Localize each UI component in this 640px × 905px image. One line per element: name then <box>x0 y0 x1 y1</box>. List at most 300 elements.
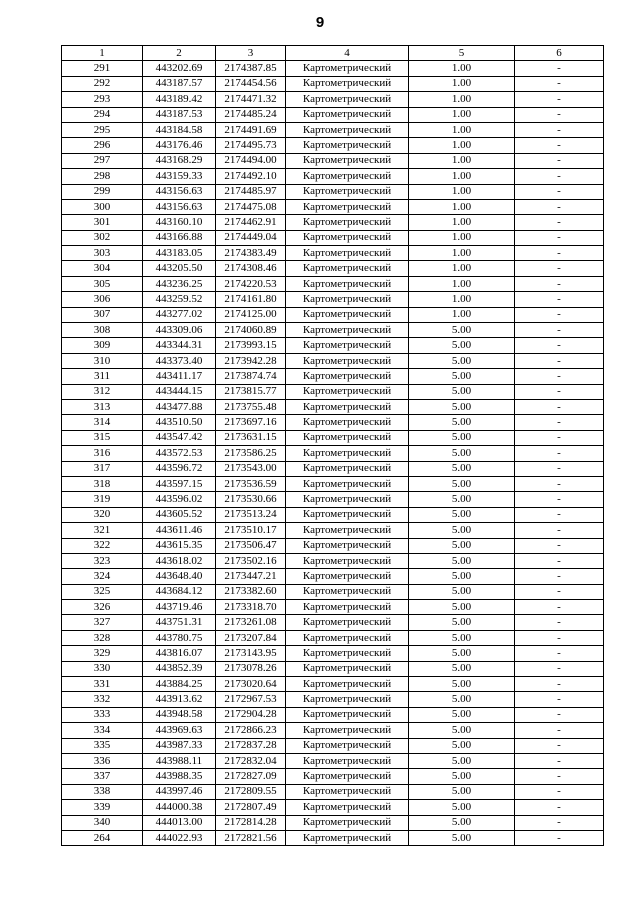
point-number-cell: 300 <box>62 199 143 214</box>
table-row <box>62 753 604 768</box>
method-cell: Картометрический <box>286 815 409 830</box>
method-cell: Картометрический <box>286 538 409 553</box>
x-coordinate-cell: 443205.50 <box>143 261 216 276</box>
table-row <box>62 215 604 230</box>
x-coordinate-cell: 443187.53 <box>143 107 216 122</box>
accuracy-cell: 1.00 <box>409 184 515 199</box>
x-coordinate-cell: 443572.53 <box>143 446 216 461</box>
x-coordinate-cell: 443611.46 <box>143 523 216 538</box>
y-coordinate-cell: 2172809.55 <box>216 784 286 799</box>
description-cell: - <box>515 138 604 153</box>
description-cell: - <box>515 384 604 399</box>
x-coordinate-cell: 443202.69 <box>143 61 216 76</box>
y-coordinate-cell: 2174454.56 <box>216 76 286 91</box>
y-coordinate-cell: 2173993.15 <box>216 338 286 353</box>
y-coordinate-cell: 2173543.00 <box>216 461 286 476</box>
description-cell: - <box>515 815 604 830</box>
table-row <box>62 569 604 584</box>
y-coordinate-cell: 2172967.53 <box>216 692 286 707</box>
method-cell: Картометрический <box>286 553 409 568</box>
point-number-cell: 312 <box>62 384 143 399</box>
x-coordinate-cell: 444022.93 <box>143 830 216 845</box>
x-coordinate-cell: 443615.35 <box>143 538 216 553</box>
point-number-cell: 303 <box>62 246 143 261</box>
description-cell: - <box>515 199 604 214</box>
x-coordinate-cell: 443168.29 <box>143 153 216 168</box>
y-coordinate-cell: 2172832.04 <box>216 753 286 768</box>
y-coordinate-cell: 2174495.73 <box>216 138 286 153</box>
column-header: 3 <box>216 46 286 61</box>
accuracy-cell: 5.00 <box>409 815 515 830</box>
method-cell: Картометрический <box>286 830 409 845</box>
accuracy-cell: 5.00 <box>409 430 515 445</box>
x-coordinate-cell: 443444.15 <box>143 384 216 399</box>
table-row <box>62 461 604 476</box>
x-coordinate-cell: 443605.52 <box>143 507 216 522</box>
method-cell: Картометрический <box>286 600 409 615</box>
accuracy-cell: 5.00 <box>409 784 515 799</box>
y-coordinate-cell: 2174220.53 <box>216 276 286 291</box>
method-cell: Картометрический <box>286 61 409 76</box>
point-number-cell: 291 <box>62 61 143 76</box>
point-number-cell: 332 <box>62 692 143 707</box>
table-row <box>62 92 604 107</box>
accuracy-cell: 5.00 <box>409 753 515 768</box>
description-cell: - <box>515 784 604 799</box>
y-coordinate-cell: 2174485.97 <box>216 184 286 199</box>
accuracy-cell: 1.00 <box>409 92 515 107</box>
table-row <box>62 430 604 445</box>
y-coordinate-cell: 2173697.16 <box>216 415 286 430</box>
description-cell: - <box>515 476 604 491</box>
accuracy-cell: 1.00 <box>409 122 515 137</box>
method-cell: Картометрический <box>286 569 409 584</box>
y-coordinate-cell: 2173207.84 <box>216 630 286 645</box>
description-cell: - <box>515 461 604 476</box>
table-row <box>62 784 604 799</box>
table-row <box>62 600 604 615</box>
description-cell: - <box>515 76 604 91</box>
method-cell: Картометрический <box>286 384 409 399</box>
accuracy-cell: 1.00 <box>409 276 515 291</box>
table-row <box>62 815 604 830</box>
point-number-cell: 322 <box>62 538 143 553</box>
x-coordinate-cell: 443189.42 <box>143 92 216 107</box>
description-cell: - <box>515 430 604 445</box>
description-cell: - <box>515 184 604 199</box>
method-cell: Картометрический <box>286 76 409 91</box>
description-cell: - <box>515 492 604 507</box>
y-coordinate-cell: 2173447.21 <box>216 569 286 584</box>
point-number-cell: 327 <box>62 615 143 630</box>
table-row <box>62 738 604 753</box>
method-cell: Картометрический <box>286 107 409 122</box>
point-number-cell: 299 <box>62 184 143 199</box>
table-row <box>62 769 604 784</box>
column-header: 1 <box>62 46 143 61</box>
x-coordinate-cell: 443596.02 <box>143 492 216 507</box>
description-cell: - <box>515 830 604 845</box>
x-coordinate-cell: 443166.88 <box>143 230 216 245</box>
x-coordinate-cell: 443751.31 <box>143 615 216 630</box>
y-coordinate-cell: 2172814.28 <box>216 815 286 830</box>
description-cell: - <box>515 153 604 168</box>
x-coordinate-cell: 443183.05 <box>143 246 216 261</box>
description-cell: - <box>515 677 604 692</box>
y-coordinate-cell: 2174491.69 <box>216 122 286 137</box>
table-row <box>62 184 604 199</box>
y-coordinate-cell: 2174494.00 <box>216 153 286 168</box>
y-coordinate-cell: 2174462.91 <box>216 215 286 230</box>
x-coordinate-cell: 444013.00 <box>143 815 216 830</box>
x-coordinate-cell: 443547.42 <box>143 430 216 445</box>
y-coordinate-cell: 2174383.49 <box>216 246 286 261</box>
point-number-cell: 337 <box>62 769 143 784</box>
point-number-cell: 305 <box>62 276 143 291</box>
table-row <box>62 76 604 91</box>
point-number-cell: 309 <box>62 338 143 353</box>
accuracy-cell: 5.00 <box>409 738 515 753</box>
method-cell: Картометрический <box>286 230 409 245</box>
point-number-cell: 328 <box>62 630 143 645</box>
method-cell: Картометрический <box>286 507 409 522</box>
method-cell: Картометрический <box>286 276 409 291</box>
accuracy-cell: 5.00 <box>409 584 515 599</box>
table-row <box>62 199 604 214</box>
point-number-cell: 292 <box>62 76 143 91</box>
point-number-cell: 340 <box>62 815 143 830</box>
table-row <box>62 169 604 184</box>
accuracy-cell: 5.00 <box>409 384 515 399</box>
description-cell: - <box>515 507 604 522</box>
accuracy-cell: 5.00 <box>409 369 515 384</box>
table-row <box>62 800 604 815</box>
method-cell: Картометрический <box>286 246 409 261</box>
accuracy-cell: 5.00 <box>409 646 515 661</box>
x-coordinate-cell: 443156.63 <box>143 184 216 199</box>
x-coordinate-cell: 443187.57 <box>143 76 216 91</box>
y-coordinate-cell: 2172827.09 <box>216 769 286 784</box>
x-coordinate-cell: 443236.25 <box>143 276 216 291</box>
description-cell: - <box>515 169 604 184</box>
x-coordinate-cell: 443988.35 <box>143 769 216 784</box>
description-cell: - <box>515 553 604 568</box>
x-coordinate-cell: 443719.46 <box>143 600 216 615</box>
accuracy-cell: 5.00 <box>409 446 515 461</box>
point-number-cell: 315 <box>62 430 143 445</box>
point-number-cell: 296 <box>62 138 143 153</box>
description-cell: - <box>515 230 604 245</box>
description-cell: - <box>515 707 604 722</box>
method-cell: Картометрический <box>286 769 409 784</box>
accuracy-cell: 1.00 <box>409 76 515 91</box>
accuracy-cell: 1.00 <box>409 61 515 76</box>
method-cell: Картометрический <box>286 707 409 722</box>
point-number-cell: 320 <box>62 507 143 522</box>
y-coordinate-cell: 2173502.16 <box>216 553 286 568</box>
accuracy-cell: 5.00 <box>409 353 515 368</box>
accuracy-cell: 5.00 <box>409 492 515 507</box>
point-number-cell: 324 <box>62 569 143 584</box>
x-coordinate-cell: 443277.02 <box>143 307 216 322</box>
description-cell: - <box>515 323 604 338</box>
column-header: 5 <box>409 46 515 61</box>
table-row <box>62 723 604 738</box>
method-cell: Картометрический <box>286 677 409 692</box>
description-cell: - <box>515 569 604 584</box>
point-number-cell: 339 <box>62 800 143 815</box>
accuracy-cell: 5.00 <box>409 707 515 722</box>
page-number: 9 <box>315 14 325 31</box>
method-cell: Картометрический <box>286 630 409 645</box>
y-coordinate-cell: 2174125.00 <box>216 307 286 322</box>
accuracy-cell: 5.00 <box>409 399 515 414</box>
point-number-cell: 295 <box>62 122 143 137</box>
table-row <box>62 323 604 338</box>
accuracy-cell: 5.00 <box>409 507 515 522</box>
y-coordinate-cell: 2172821.56 <box>216 830 286 845</box>
method-cell: Картометрический <box>286 784 409 799</box>
y-coordinate-cell: 2172837.28 <box>216 738 286 753</box>
x-coordinate-cell: 443156.63 <box>143 199 216 214</box>
point-number-cell: 318 <box>62 476 143 491</box>
x-coordinate-cell: 443618.02 <box>143 553 216 568</box>
x-coordinate-cell: 443816.07 <box>143 646 216 661</box>
method-cell: Картометрический <box>286 323 409 338</box>
method-cell: Картометрический <box>286 369 409 384</box>
method-cell: Картометрический <box>286 523 409 538</box>
description-cell: - <box>515 769 604 784</box>
table-row <box>62 677 604 692</box>
x-coordinate-cell: 443684.12 <box>143 584 216 599</box>
accuracy-cell: 1.00 <box>409 215 515 230</box>
x-coordinate-cell: 443969.63 <box>143 723 216 738</box>
header-row <box>62 46 604 61</box>
description-cell: - <box>515 753 604 768</box>
point-number-cell: 334 <box>62 723 143 738</box>
table-row <box>62 476 604 491</box>
accuracy-cell: 1.00 <box>409 246 515 261</box>
y-coordinate-cell: 2173506.47 <box>216 538 286 553</box>
description-cell: - <box>515 92 604 107</box>
method-cell: Картометрический <box>286 430 409 445</box>
point-number-cell: 307 <box>62 307 143 322</box>
table-row <box>62 384 604 399</box>
method-cell: Картометрический <box>286 199 409 214</box>
x-coordinate-cell: 444000.38 <box>143 800 216 815</box>
method-cell: Картометрический <box>286 492 409 507</box>
table-body <box>62 61 604 846</box>
table-row <box>62 353 604 368</box>
x-coordinate-cell: 443344.31 <box>143 338 216 353</box>
table-row <box>62 661 604 676</box>
table-row <box>62 138 604 153</box>
y-coordinate-cell: 2173020.64 <box>216 677 286 692</box>
method-cell: Картометрический <box>286 122 409 137</box>
point-number-cell: 308 <box>62 323 143 338</box>
method-cell: Картометрический <box>286 353 409 368</box>
description-cell: - <box>515 338 604 353</box>
method-cell: Картометрический <box>286 184 409 199</box>
description-cell: - <box>515 446 604 461</box>
table-row <box>62 630 604 645</box>
table-row <box>62 830 604 845</box>
table-row <box>62 292 604 307</box>
y-coordinate-cell: 2173143.95 <box>216 646 286 661</box>
point-number-cell: 313 <box>62 399 143 414</box>
point-number-cell: 333 <box>62 707 143 722</box>
x-coordinate-cell: 443373.40 <box>143 353 216 368</box>
accuracy-cell: 5.00 <box>409 553 515 568</box>
accuracy-cell: 5.00 <box>409 830 515 845</box>
method-cell: Картометрический <box>286 615 409 630</box>
description-cell: - <box>515 353 604 368</box>
point-number-cell: 301 <box>62 215 143 230</box>
x-coordinate-cell: 443596.72 <box>143 461 216 476</box>
point-number-cell: 293 <box>62 92 143 107</box>
x-coordinate-cell: 443159.33 <box>143 169 216 184</box>
x-coordinate-cell: 443988.11 <box>143 753 216 768</box>
description-cell: - <box>515 261 604 276</box>
method-cell: Картометрический <box>286 215 409 230</box>
description-cell: - <box>515 61 604 76</box>
point-number-cell: 297 <box>62 153 143 168</box>
accuracy-cell: 5.00 <box>409 523 515 538</box>
y-coordinate-cell: 2174471.32 <box>216 92 286 107</box>
point-number-cell: 298 <box>62 169 143 184</box>
table-row <box>62 369 604 384</box>
description-cell: - <box>515 369 604 384</box>
x-coordinate-cell: 443987.33 <box>143 738 216 753</box>
y-coordinate-cell: 2173536.59 <box>216 476 286 491</box>
accuracy-cell: 1.00 <box>409 138 515 153</box>
table-row <box>62 246 604 261</box>
accuracy-cell: 5.00 <box>409 569 515 584</box>
accuracy-cell: 5.00 <box>409 769 515 784</box>
table-row <box>62 707 604 722</box>
table-row <box>62 692 604 707</box>
description-cell: - <box>515 538 604 553</box>
table-row <box>62 307 604 322</box>
point-number-cell: 302 <box>62 230 143 245</box>
point-number-cell: 336 <box>62 753 143 768</box>
description-cell: - <box>515 600 604 615</box>
y-coordinate-cell: 2173513.24 <box>216 507 286 522</box>
table-row <box>62 276 604 291</box>
accuracy-cell: 1.00 <box>409 107 515 122</box>
description-cell: - <box>515 800 604 815</box>
point-number-cell: 304 <box>62 261 143 276</box>
method-cell: Картометрический <box>286 446 409 461</box>
description-cell: - <box>515 215 604 230</box>
point-number-cell: 325 <box>62 584 143 599</box>
accuracy-cell: 5.00 <box>409 677 515 692</box>
method-cell: Картометрический <box>286 738 409 753</box>
accuracy-cell: 5.00 <box>409 415 515 430</box>
point-number-cell: 323 <box>62 553 143 568</box>
accuracy-cell: 5.00 <box>409 338 515 353</box>
x-coordinate-cell: 443510.50 <box>143 415 216 430</box>
method-cell: Картометрический <box>286 153 409 168</box>
table-row <box>62 399 604 414</box>
accuracy-cell: 5.00 <box>409 723 515 738</box>
method-cell: Картометрический <box>286 723 409 738</box>
x-coordinate-cell: 443477.88 <box>143 399 216 414</box>
method-cell: Картометрический <box>286 292 409 307</box>
method-cell: Картометрический <box>286 138 409 153</box>
point-number-cell: 306 <box>62 292 143 307</box>
y-coordinate-cell: 2174449.04 <box>216 230 286 245</box>
table-row <box>62 523 604 538</box>
y-coordinate-cell: 2174387.85 <box>216 61 286 76</box>
y-coordinate-cell: 2174161.80 <box>216 292 286 307</box>
point-number-cell: 329 <box>62 646 143 661</box>
point-number-cell: 294 <box>62 107 143 122</box>
description-cell: - <box>515 292 604 307</box>
point-number-cell: 331 <box>62 677 143 692</box>
description-cell: - <box>515 399 604 414</box>
point-number-cell: 319 <box>62 492 143 507</box>
accuracy-cell: 1.00 <box>409 261 515 276</box>
accuracy-cell: 5.00 <box>409 661 515 676</box>
table-row <box>62 446 604 461</box>
method-cell: Картометрический <box>286 584 409 599</box>
column-header: 4 <box>286 46 409 61</box>
table-row <box>62 415 604 430</box>
table-row <box>62 538 604 553</box>
y-coordinate-cell: 2173631.15 <box>216 430 286 445</box>
y-coordinate-cell: 2172807.49 <box>216 800 286 815</box>
accuracy-cell: 5.00 <box>409 461 515 476</box>
y-coordinate-cell: 2173510.17 <box>216 523 286 538</box>
method-cell: Картометрический <box>286 800 409 815</box>
description-cell: - <box>515 630 604 645</box>
method-cell: Картометрический <box>286 92 409 107</box>
description-cell: - <box>515 276 604 291</box>
y-coordinate-cell: 2174308.46 <box>216 261 286 276</box>
column-header: 6 <box>515 46 604 61</box>
method-cell: Картометрический <box>286 661 409 676</box>
y-coordinate-cell: 2174475.08 <box>216 199 286 214</box>
method-cell: Картометрический <box>286 415 409 430</box>
point-number-cell: 264 <box>62 830 143 845</box>
table-row <box>62 153 604 168</box>
description-cell: - <box>515 646 604 661</box>
table-row <box>62 122 604 137</box>
method-cell: Картометрический <box>286 307 409 322</box>
description-cell: - <box>515 415 604 430</box>
y-coordinate-cell: 2173586.25 <box>216 446 286 461</box>
y-coordinate-cell: 2173874.74 <box>216 369 286 384</box>
y-coordinate-cell: 2173261.08 <box>216 615 286 630</box>
accuracy-cell: 5.00 <box>409 800 515 815</box>
table-row <box>62 61 604 76</box>
x-coordinate-cell: 443884.25 <box>143 677 216 692</box>
y-coordinate-cell: 2173942.28 <box>216 353 286 368</box>
column-header: 2 <box>143 46 216 61</box>
point-number-cell: 317 <box>62 461 143 476</box>
point-number-cell: 311 <box>62 369 143 384</box>
y-coordinate-cell: 2174492.10 <box>216 169 286 184</box>
accuracy-cell: 1.00 <box>409 199 515 214</box>
x-coordinate-cell: 443411.17 <box>143 369 216 384</box>
description-cell: - <box>515 615 604 630</box>
x-coordinate-cell: 443780.75 <box>143 630 216 645</box>
method-cell: Картометрический <box>286 169 409 184</box>
description-cell: - <box>515 661 604 676</box>
table-row <box>62 230 604 245</box>
y-coordinate-cell: 2173755.48 <box>216 399 286 414</box>
